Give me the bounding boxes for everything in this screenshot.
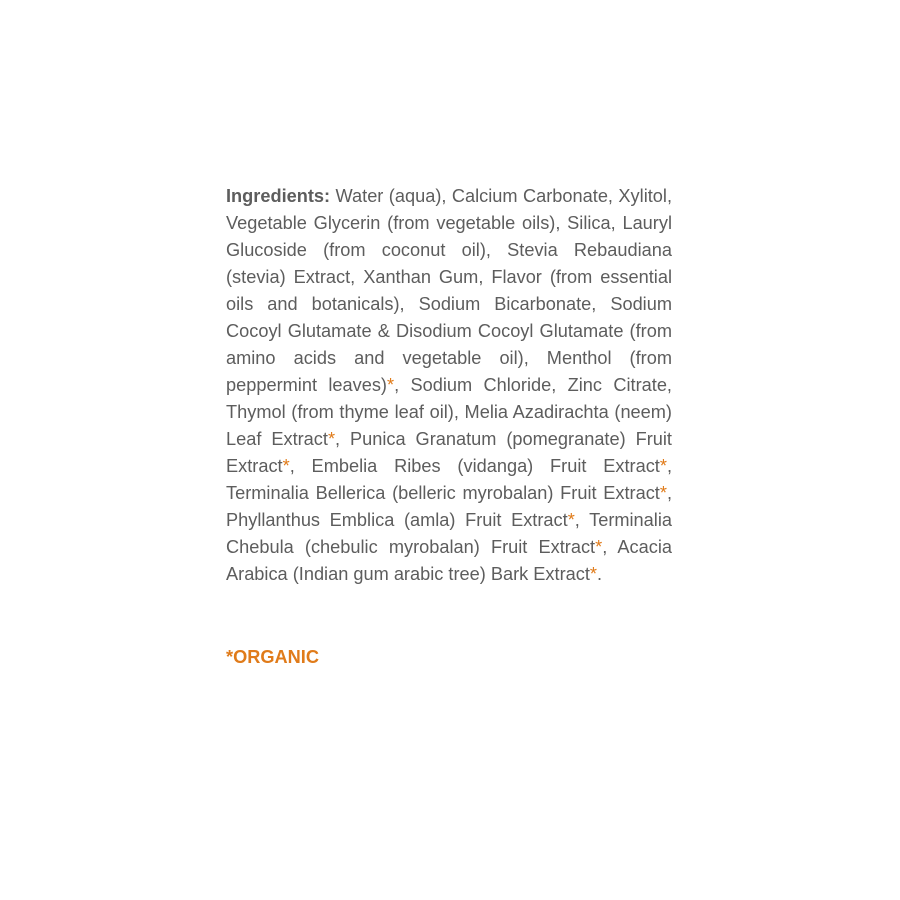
organic-footnote: *ORGANIC bbox=[226, 647, 319, 667]
ingredient-text: , Terminalia Bellerica (belleric myrobalan) Fruit Extract bbox=[226, 456, 672, 503]
organic-asterisk: * bbox=[659, 456, 667, 476]
ingredient-text: , Terminalia Chebula (chebulic myrobalan) Fruit Extract bbox=[226, 510, 672, 557]
ingredients-label: Ingredients: bbox=[226, 186, 331, 206]
ingredients-paragraph bbox=[226, 183, 672, 588]
ingredient-text: Water (aqua), Calcium Carbonate, Xylitol, Vegetable Glycerin (from vegetable oils), Silica, Lauryl Glucoside (from coconut oil), Stevia Rebaudiana (stevia) Extract, Xanthan Gum, Flavor (from essential oils and botanicals), Sodium Bicarbonate, Sodium Cocoyl Glutamate & Disodium Cocoyl Glutamate (from amino acids and vegetable oil), Menthol (from peppermint leaves) bbox=[226, 186, 672, 395]
organic-asterisk: * bbox=[327, 429, 336, 449]
ingredient-text: , Phyllanthus Emblica (amla) Fruit Extract bbox=[226, 483, 672, 530]
organic-asterisk: * bbox=[659, 483, 667, 503]
ingredient-text: , Punica Granatum (pomegranate) Fruit Extract bbox=[226, 429, 672, 476]
organic-asterisk: * bbox=[589, 564, 597, 584]
organic-asterisk: * bbox=[567, 510, 575, 530]
organic-asterisk: * bbox=[386, 375, 395, 395]
organic-asterisk: * bbox=[282, 456, 290, 476]
ingredient-text: , Acacia Arabica (Indian gum arabic tree) Bark Extract bbox=[226, 537, 672, 584]
ingredient-text: , Embelia Ribes (vidanga) Fruit Extract bbox=[289, 456, 660, 476]
ingredient-text: . bbox=[596, 564, 603, 584]
ingredient-text: , Sodium Chloride, Zinc Citrate, Thymol (from thyme leaf oil), Melia Azadirachta (neem) Leaf Extract bbox=[226, 375, 672, 449]
organic-asterisk: * bbox=[595, 537, 603, 557]
